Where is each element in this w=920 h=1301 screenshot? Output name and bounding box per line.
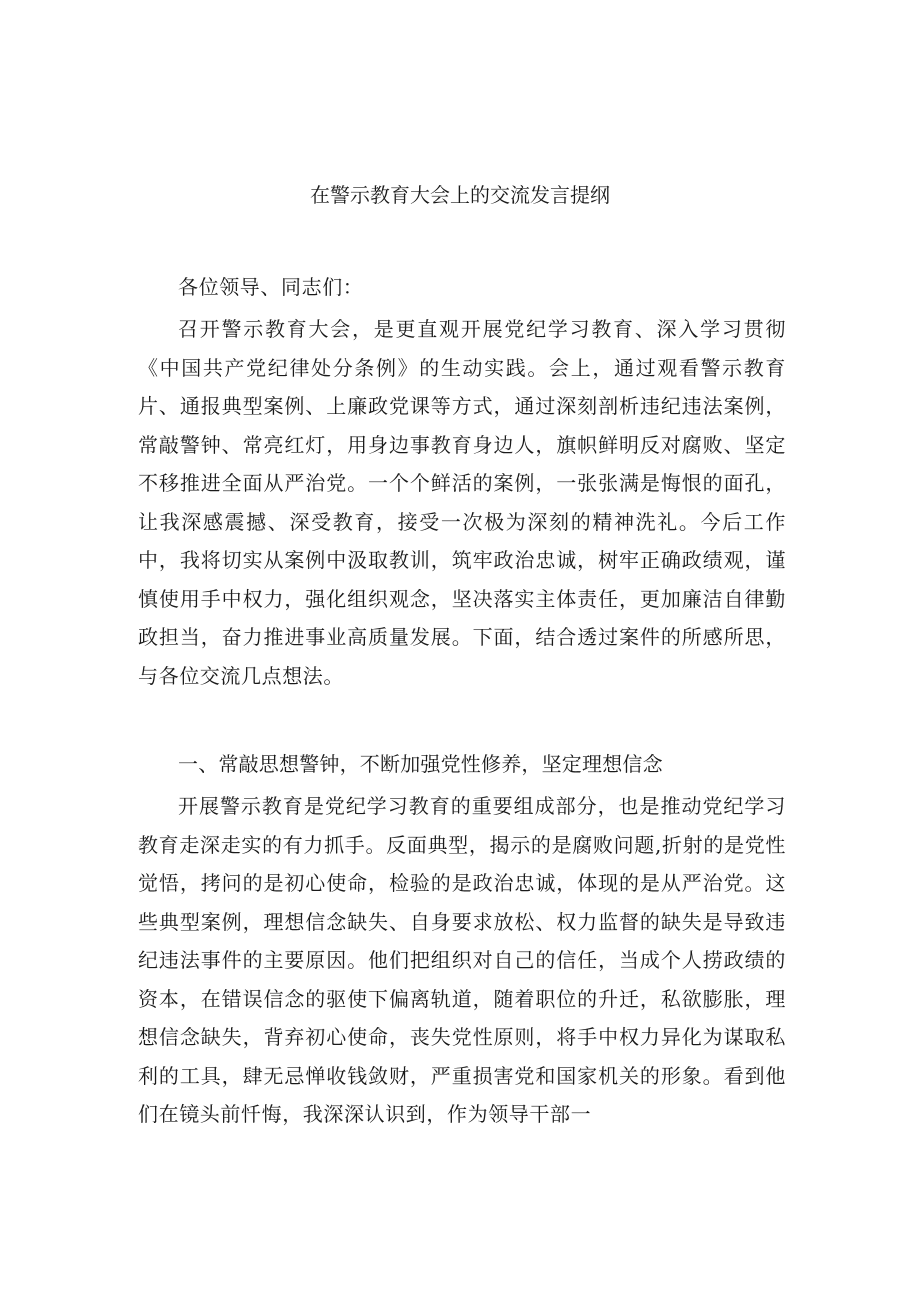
document-title: 在警示教育大会上的交流发言提纲 xyxy=(310,183,610,207)
salutation: 各位领导、同志们： xyxy=(178,275,364,299)
section-heading-1: 一、常敲思想警钟，不断加强党性修养，坚定理想信念 xyxy=(178,752,663,776)
paragraph-section-1: 开展警示教育是党纪学习教育的重要组成部分，也是推动党纪学习教育走深走实的有力抓手。反面典型，揭示的是腐败问题,折射的是党性觉悟，拷问的是初心使命，检验的是政治忠诚，体现的是从严治党。这些典型案例，理想信念缺失、自身要求放松、权力监督的缺失是导致违纪违法事件的主要原因。他们把组织对自己的信任，当成个人捞政绩的资本，在错误信念的驱使下偏离轨道，随着职位的升迁，私欲膨胀，理想信念缺失，背弃初心使命，丧失党性原则，将手中权力异化为谋取私利的工具，肆无忌惮收钱敛财，严重损害党和国家机关的形象。看到他们在镜头前忏悔，我深深认识到，作为领导干部一 xyxy=(138,794,786,1126)
paragraph-intro: 召开警示教育大会，是更直观开展党纪学习教育、深入学习贯彻《中国共产党纪律处分条例》的生动实践。会上，通过观看警示教育片、通报典型案例、上廉政党课等方式，通过深刻剖析违纪违法案例，常敲警钟、常亮红灯，用身边事教育身边人，旗帜鲜明反对腐败、坚定不移推进全面从严治党。一个个鲜活的案例，一张张满是悔恨的面孔，让我深感震撼、深受教育，接受一次极为深刻的精神洗礼。今后工作中，我将切实从案例中汲取教训，筑牢政治忠诚，树牢正确政绩观，谨慎使用手中权力，强化组织观念，坚决落实主体责任，更加廉洁自律勤政担当，奋力推进事业高质量发展。下面，结合透过案件的所感所思，与各位交流几点想法。 xyxy=(138,317,786,688)
